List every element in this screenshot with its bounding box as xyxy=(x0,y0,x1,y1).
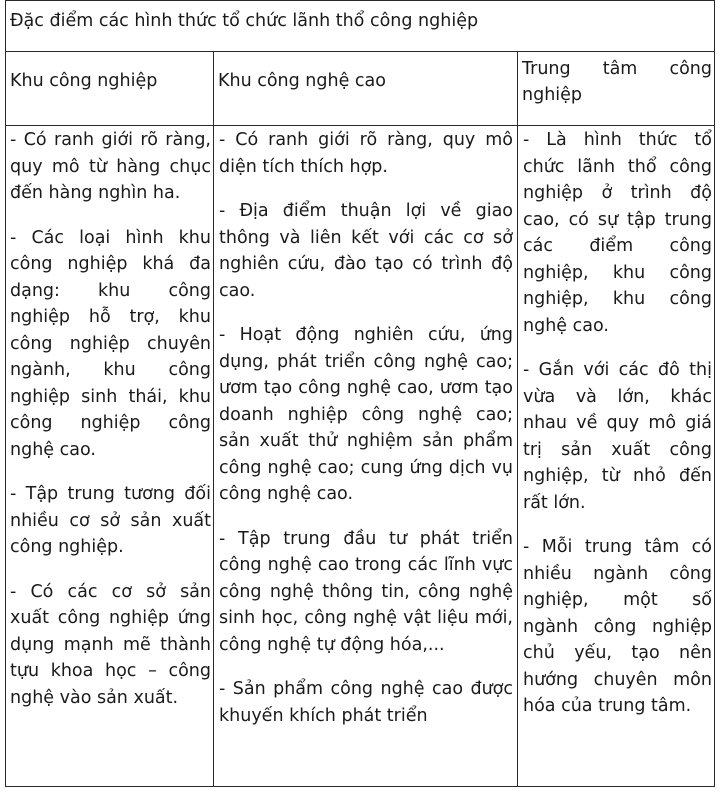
column-divider xyxy=(517,52,518,787)
cell-paragraph: - Tập trung đầu tư phát triển công nghệ cao trong các lĩnh vực công nghệ thông tin, công nghệ sinh học, công nghệ vật liệu mới, công nghệ tự động hóa,... xyxy=(219,528,513,655)
table-title: Đặc điểm các hình thức tổ chức lãnh thổ công nghiệp xyxy=(6,0,714,52)
column-khu-cong-nghiep xyxy=(10,127,211,729)
header-khu-cong-nghe-cao: Khu công nghệ cao xyxy=(218,71,386,91)
column-divider xyxy=(213,52,214,787)
cell-paragraph: - Có ranh giới rõ ràng, quy mô diện tích thích hợp. xyxy=(219,130,513,177)
cell-paragraph: - Gắn với các đô thị vừa và lớn, khác nhau về quy mô giá trị sản xuất công nghiệp, từ nhỏ đến rất lớn. xyxy=(523,360,712,513)
column-trung-tam-cong-nghiep xyxy=(523,127,712,738)
cell-paragraph: - Có các cơ sở sản xuất công nghiệp ứng dụng mạnh mẽ thành tựu khoa học – công nghệ vào sản xuất. xyxy=(10,581,211,708)
comparison-table xyxy=(5,0,715,787)
cell-paragraph: - Sản phẩm công nghệ cao được khuyến khích phát triển xyxy=(219,679,513,726)
cell-paragraph: - Mỗi trung tâm có nhiều ngành công nghiệp, một số ngành công nghiệp chủ yếu, tạo nên hướng chuyên môn hóa của trung tâm. xyxy=(523,537,712,716)
header-khu-cong-nghiep: Khu công nghiệp xyxy=(10,71,158,91)
cell-paragraph: - Tập trung tương đối nhiều cơ sở sản xuất công nghiệp. xyxy=(10,484,211,557)
cell-paragraph: - Địa điểm thuận lợi về giao thông và liên kết với các cơ sở nghiên cứu, đào tạo có trình độ cao. xyxy=(219,201,513,301)
cell-paragraph: - Là hình thức tổ chức lãnh thổ công nghiệp ở trình độ cao, có sự tập trung các điểm công nghiệp, khu công nghiệp, khu công nghệ cao. xyxy=(523,130,712,336)
column-khu-cong-nghe-cao xyxy=(219,127,513,747)
cell-paragraph: - Các loại hình khu công nghiệp khá đa dạng: khu công nghiệp hỗ trợ, khu công nghiệp chuyên ngành, khu công nghiệp sinh thái, khu công nghiệp công nghệ cao. xyxy=(10,227,211,460)
cell-paragraph: - Có ranh giới rõ ràng, quy mô từ hàng chục đến hàng nghìn ha. xyxy=(10,130,211,203)
header-trung-tam-cong-nghiep: Trung tâm công nghiệp xyxy=(522,59,712,105)
header-row xyxy=(6,52,714,126)
cell-paragraph: - Hoạt động nghiên cứu, ứng dụng, phát triển công nghệ cao; ươm tạo công nghệ cao, ươm tạo doanh nghiệp công nghệ cao; sản xuất thử nghiệm sản phẩm công nghệ cao; cung ứng dịch vụ công nghệ cao. xyxy=(219,325,513,504)
